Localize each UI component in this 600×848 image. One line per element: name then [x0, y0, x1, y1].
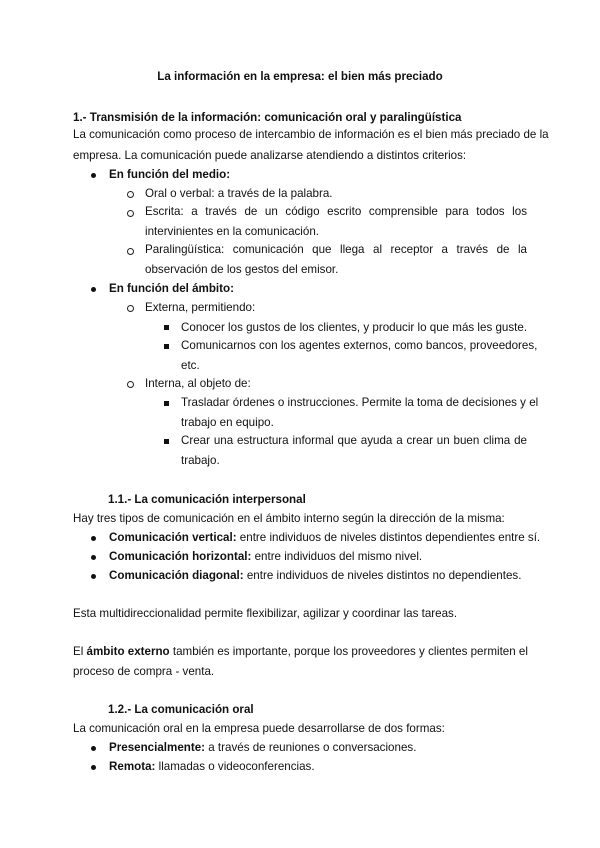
ambito-ext1: Conocer los gustos de los clientes, y producir lo que más les guste. [181, 321, 528, 334]
ambito-ext2-line1: Comunicarnos con los agentes externos, como bancos, proveedores, [181, 339, 538, 352]
bullet-disc [91, 765, 96, 770]
medio-para-line1: Paralingüística: comunicación que llega al receptor a través de la [145, 243, 527, 256]
list-item [109, 568, 521, 584]
bullet-square [164, 401, 169, 406]
ambito-int1-line2: trabajo en equipo. [181, 416, 274, 429]
section-1-2-intro: La comunicación oral en la empresa puede desarrollarse de dos formas: [73, 722, 445, 735]
section-1-1-heading: 1.1.- La comunicación interpersonal [108, 493, 306, 506]
bullet-disc [91, 555, 96, 560]
medio-oral: Oral o verbal: a través de la palabra. [145, 187, 333, 200]
bullet-square [164, 325, 169, 330]
ambito-int2-line1: Crear una estructura informal que ayuda a crear un buen clima de [181, 434, 527, 447]
bullet-square [164, 344, 169, 349]
ambito-externa: Externa, permitiendo: [145, 301, 256, 314]
item-text: a través de reuniones o conversaciones. [205, 741, 417, 754]
bullet-disc [91, 287, 96, 292]
item-label: Presencialmente: [109, 741, 206, 754]
item-text: entre individuos del mismo nivel. [251, 550, 423, 563]
medio-para-line2: observación de los gestos del emisor. [145, 263, 339, 276]
ext-bold: ámbito externo [86, 645, 170, 658]
list-item [109, 759, 315, 775]
bullet-circle [127, 210, 134, 217]
ext-pre: El [73, 645, 87, 658]
bullet-circle [127, 305, 134, 312]
ambito-int1-line1: Trasladar órdenes o instrucciones. Permite la toma de decisiones y el [181, 396, 539, 409]
ambito-externo-line2: proceso de compra - venta. [73, 665, 215, 678]
ambito-int2-line2: trabajo. [181, 454, 220, 467]
ambito-interna: Interna, al objeto de: [145, 377, 251, 390]
bullet-circle [127, 248, 134, 255]
bullet-circle [127, 191, 134, 198]
ambito-externo-line1 [73, 645, 527, 658]
list-item [109, 549, 422, 565]
list-item [109, 740, 416, 756]
ambito-ext2-line2: etc. [181, 359, 200, 372]
bullet-disc [91, 173, 96, 178]
item-label: Comunicación diagonal: [109, 569, 244, 582]
bullet-square [164, 439, 169, 444]
section-1-heading: 1.- Transmisión de la información: comunicación oral y paralingüística [73, 111, 462, 124]
bullet-disc [91, 574, 96, 579]
medio-escrita-line2: intervinientes en la comunicación. [145, 225, 320, 238]
list-item [109, 530, 540, 546]
section-1-intro-line2: empresa. La comunicación puede analizarse atendiendo a distintos criterios: [73, 149, 467, 162]
item-label: Remota: [109, 760, 156, 773]
bullet-disc [91, 746, 96, 751]
multidireccionalidad-text: Esta multidireccionalidad permite flexibilizar, agilizar y coordinar las tareas. [73, 607, 458, 620]
ambito-label: En función del ámbito: [109, 282, 234, 295]
section-1-intro-line1: La comunicación como proceso de intercambio de información es el bien más preciado de la [73, 128, 549, 141]
section-1-1-intro: Hay tres tipos de comunicación en el ámbito interno según la dirección de la misma: [73, 512, 505, 525]
item-text: entre individuos de niveles distintos no dependientes. [243, 569, 522, 582]
ext-post: también es importante, porque los proveedores y clientes permiten el [169, 645, 528, 658]
item-label: Comunicación vertical: [109, 531, 237, 544]
medio-escrita-line1: Escrita: a través de un código escrito comprensible para todos los [145, 205, 527, 218]
document-title: La información en la empresa: el bien más preciado [157, 70, 443, 83]
item-text: entre individuos de niveles distintos dependientes entre sí. [236, 531, 541, 544]
bullet-disc [91, 536, 96, 541]
medio-label: En función del medio: [109, 168, 231, 181]
item-text: llamadas o videoconferencias. [155, 760, 315, 773]
bullet-circle [127, 381, 134, 388]
section-1-2-heading: 1.2.- La comunicación oral [108, 703, 254, 716]
item-label: Comunicación horizontal: [109, 550, 252, 563]
